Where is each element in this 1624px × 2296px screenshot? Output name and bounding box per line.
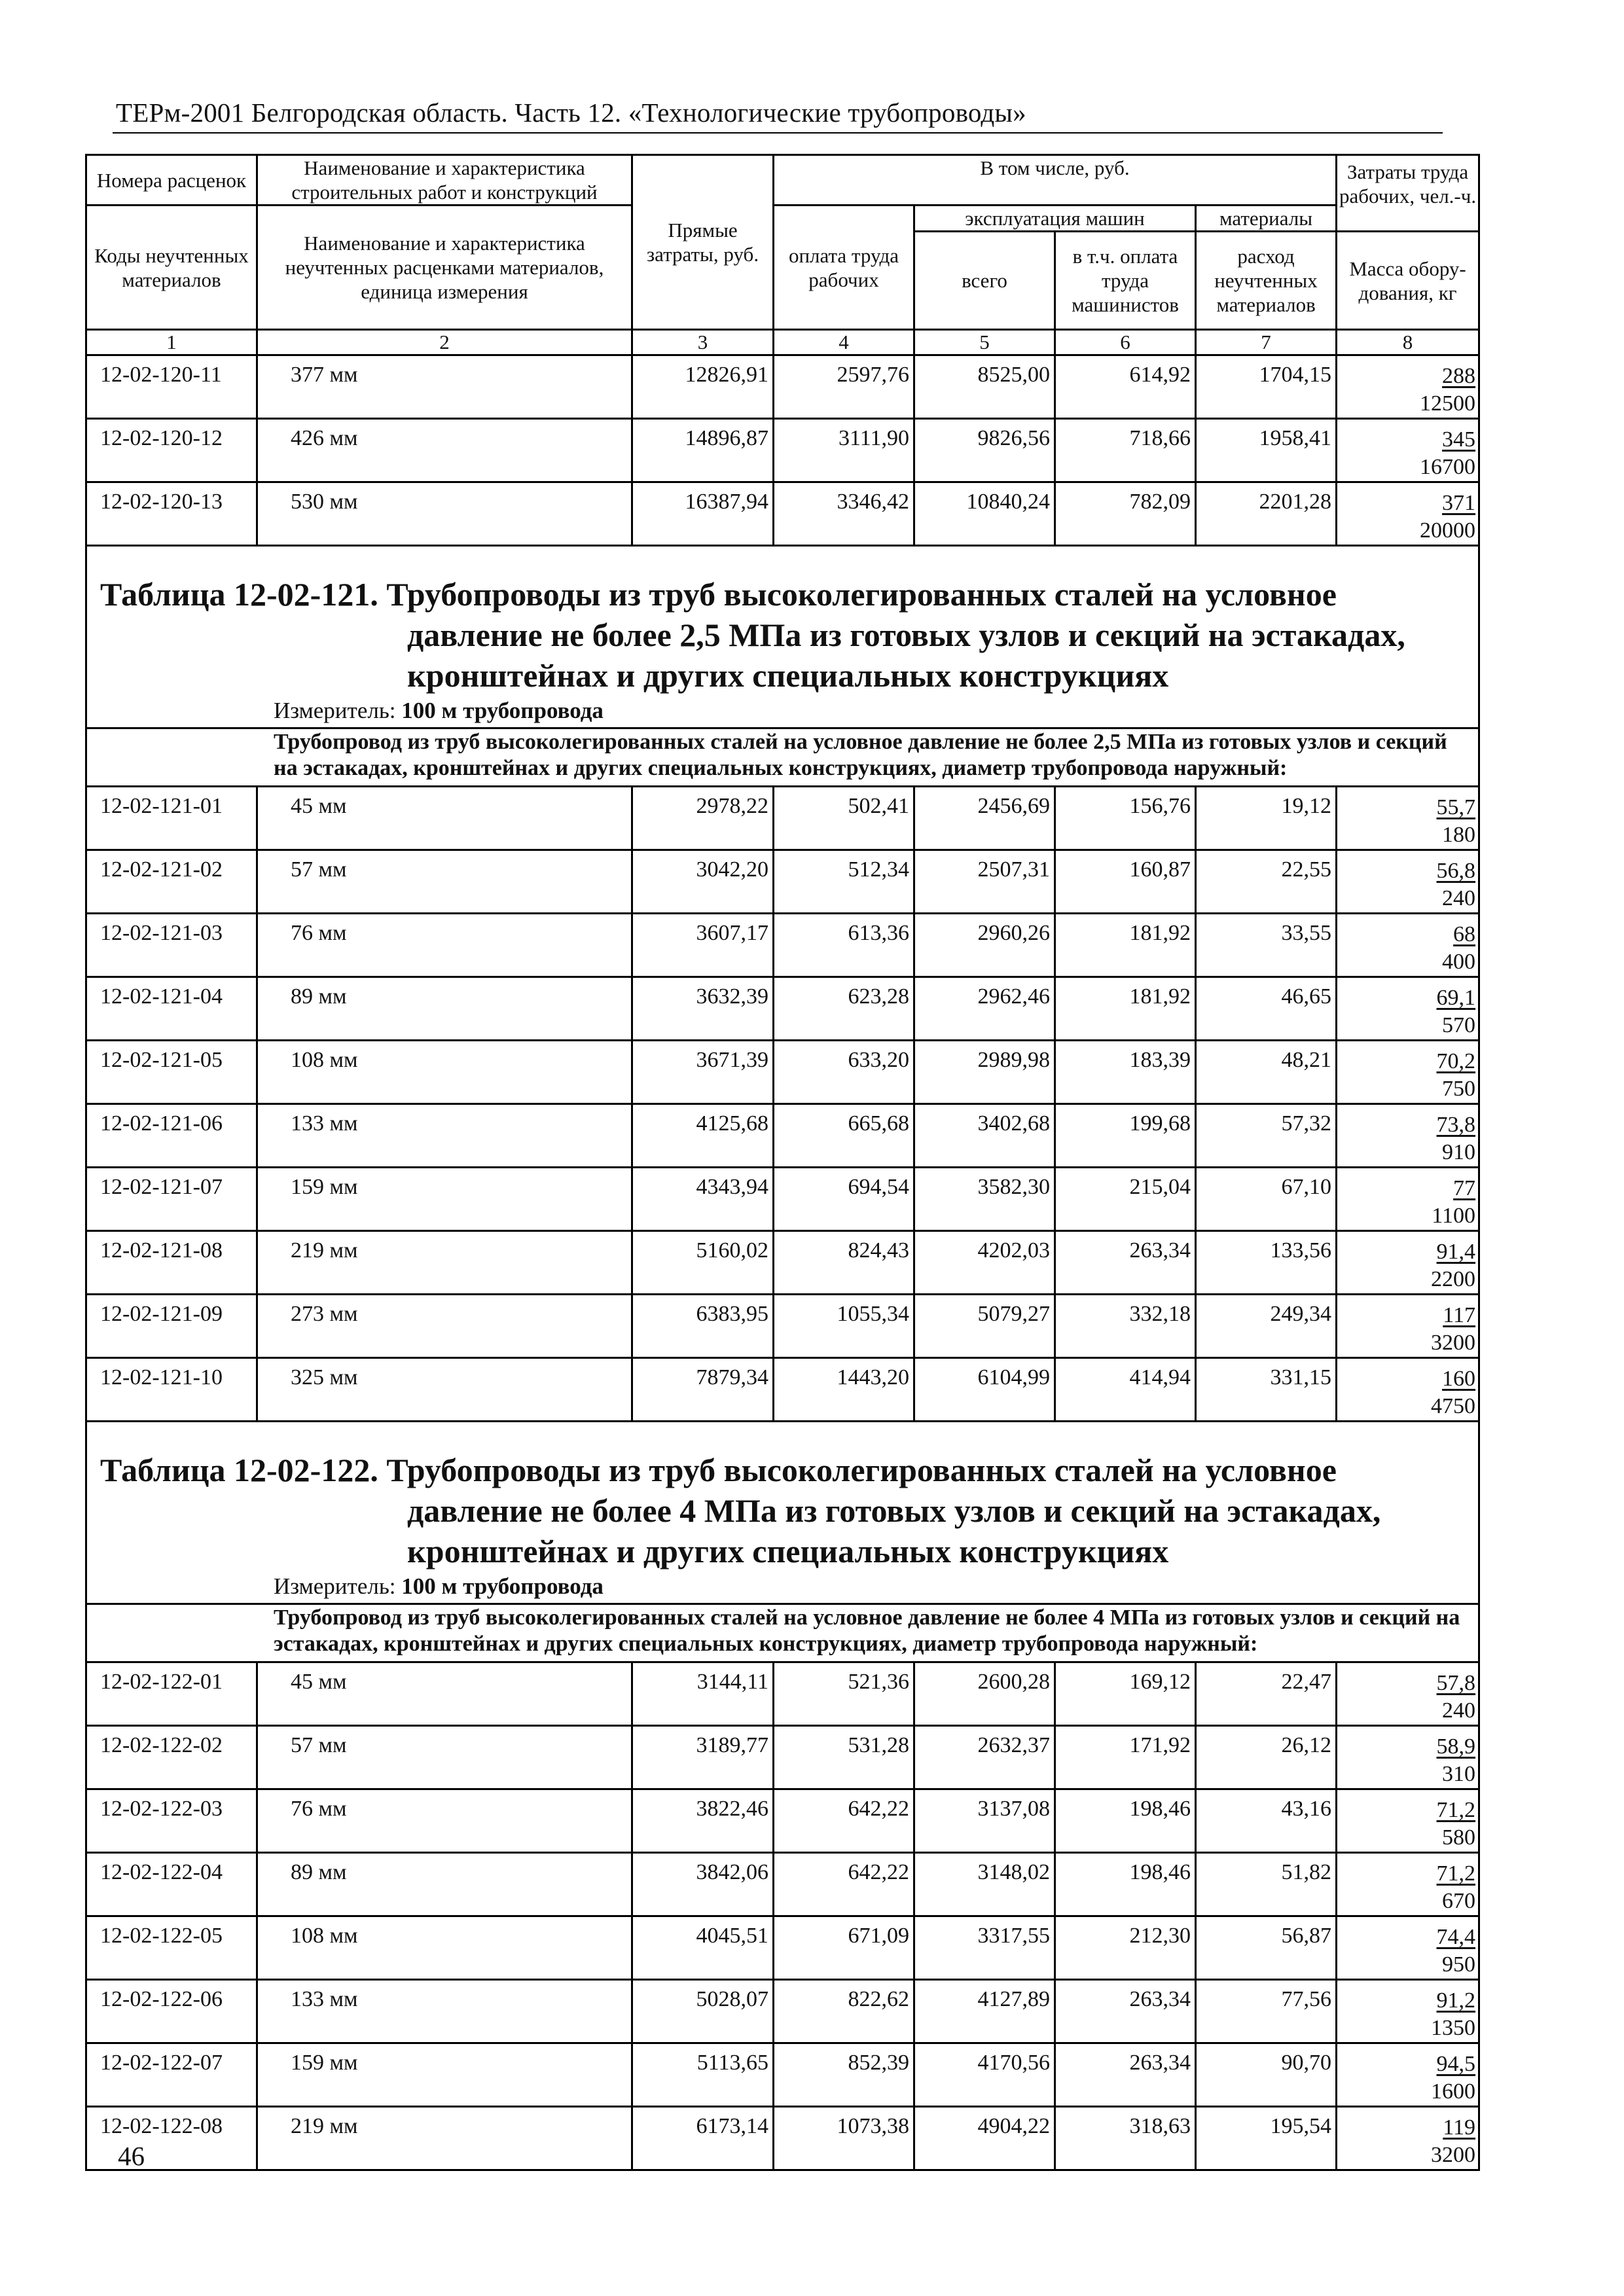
materials-cost: 46,65 [1196,977,1337,1041]
machines-total: 2989,98 [914,1041,1055,1104]
materials-cost: 1704,15 [1196,355,1337,419]
header-material-codes: Коды неучтенных материалов [86,206,257,330]
equipment-mass: 180 [1442,823,1476,847]
table-121-heading [86,546,1479,728]
operator-wages: 332,18 [1055,1295,1196,1358]
labor-and-mass [1337,1726,1479,1789]
materials-cost: 90,70 [1196,2043,1337,2107]
direct-costs: 12826,91 [632,355,774,419]
machines-total: 4904,22 [914,2107,1055,2170]
labor-and-mass [1337,1916,1479,1980]
rate-code: 12-02-121-06 [86,1104,257,1168]
materials-cost: 67,10 [1196,1168,1337,1231]
equipment-mass: 240 [1442,1698,1476,1723]
operator-wages: 183,39 [1055,1041,1196,1104]
labor-hours: 94,5 [1436,2052,1476,2076]
operator-wages: 263,34 [1055,1980,1196,2043]
equipment-mass: 12500 [1420,391,1476,416]
materials-cost: 19,12 [1196,787,1337,850]
equipment-mass: 310 [1442,1762,1476,1786]
machines-total: 3402,68 [914,1104,1055,1168]
worker-wages: 2597,76 [774,355,914,419]
operator-wages: 181,92 [1055,977,1196,1041]
rate-code: 12-02-122-08 [86,2107,257,2170]
table-122-description: Трубопровод из труб высоколегированных сталей на условное давление не более 4 МПа из готовых узлов и секций на эстакадах, кронштейнах и других специальных конструкциях, диаметр трубопровода наружный: [86,1604,1479,1662]
worker-wages: 531,28 [774,1726,914,1789]
labor-hours: 288 [1442,364,1476,388]
labor-hours: 77 [1453,1176,1476,1200]
rate-code: 12-02-122-07 [86,2043,257,2107]
table-row [86,482,1479,546]
header-work-name: Наименование и характеристика строительных работ и конструкций [257,155,632,206]
materials-cost: 77,56 [1196,1980,1337,2043]
table-122-heading [86,1422,1479,1604]
rate-name: 133 мм [257,1104,632,1168]
labor-hours: 71,2 [1436,1861,1476,1886]
rate-code: 12-02-121-03 [86,914,257,977]
labor-hours: 91,4 [1436,1240,1476,1264]
labor-hours: 91,2 [1436,1988,1476,2013]
machines-total: 2456,69 [914,787,1055,850]
materials-cost: 57,32 [1196,1104,1337,1168]
direct-costs: 6173,14 [632,2107,774,2170]
labor-hours: 160 [1442,1367,1476,1391]
rate-code: 12-02-121-08 [86,1231,257,1295]
direct-costs: 5028,07 [632,1980,774,2043]
rate-code: 12-02-122-02 [86,1726,257,1789]
rows-table-122 [86,1662,1479,2170]
materials-cost: 133,56 [1196,1231,1337,1295]
worker-wages: 642,22 [774,1789,914,1853]
table-row [86,1358,1479,1422]
operator-wages: 181,92 [1055,914,1196,977]
equipment-mass: 1350 [1431,2016,1476,2040]
table-121-description: Трубопровод из труб высоколегированных сталей на условное давление не более 2,5 МПа из готовых узлов и секций на эстакадах, кронштейнах и других специальных конструкциях, диаметр трубопровода наружный: [86,728,1479,787]
materials-cost: 331,15 [1196,1358,1337,1422]
table-row [86,1295,1479,1358]
table-row [86,355,1479,419]
rate-code: 12-02-120-11 [86,355,257,419]
rate-name: 89 мм [257,1853,632,1916]
header-labor-costs: Затраты труда рабочих, чел.-ч. [1337,155,1479,232]
table-row [86,1916,1479,1980]
rate-name: 89 мм [257,977,632,1041]
rates-table [85,154,1480,2171]
header-unaccounted-consumption: расход неучтенных материалов [1196,232,1337,330]
operator-wages: 160,87 [1055,850,1196,914]
rate-code: 12-02-122-05 [86,1916,257,1980]
worker-wages: 3346,42 [774,482,914,546]
operator-wages: 318,63 [1055,2107,1196,2170]
labor-hours: 57,8 [1436,1671,1476,1695]
operator-wages: 263,34 [1055,2043,1196,2107]
direct-costs: 3632,39 [632,977,774,1041]
operator-wages: 169,12 [1055,1662,1196,1726]
rate-code: 12-02-120-12 [86,419,257,482]
equipment-mass: 1100 [1432,1204,1476,1228]
rate-code: 12-02-122-03 [86,1789,257,1853]
table-row [86,787,1479,850]
materials-cost: 22,47 [1196,1662,1337,1726]
equipment-mass: 950 [1442,1952,1476,1977]
machines-total: 2507,31 [914,850,1055,914]
direct-costs: 4045,51 [632,1916,774,1980]
worker-wages: 633,20 [774,1041,914,1104]
worker-wages: 521,36 [774,1662,914,1726]
table-row [86,2107,1479,2170]
labor-and-mass [1337,1980,1479,2043]
rows-table-120 [86,355,1479,546]
materials-cost: 56,87 [1196,1916,1337,1980]
running-head: ТЕРм-2001 Белгородская область. Часть 12. «Технологические трубопроводы» [116,98,1026,128]
table-row [86,914,1479,977]
labor-and-mass [1337,1853,1479,1916]
worker-wages: 502,41 [774,787,914,850]
worker-wages: 642,22 [774,1853,914,1916]
rate-name: 133 мм [257,1980,632,2043]
column-number: 2 [257,330,632,355]
table-121-meter: Измеритель: 100 м трубопровода [274,698,604,723]
header-including-group: В том числе, руб. [774,155,1337,206]
materials-cost: 22,55 [1196,850,1337,914]
header-equipment-mass: Масса обору-дования, кг [1337,232,1479,330]
direct-costs: 16387,94 [632,482,774,546]
rate-code: 12-02-121-10 [86,1358,257,1422]
header-operator-wages: в т.ч. оплата труда машинистов [1055,232,1196,330]
operator-wages: 171,92 [1055,1726,1196,1789]
materials-cost: 2201,28 [1196,482,1337,546]
materials-cost: 48,21 [1196,1041,1337,1104]
direct-costs: 3842,06 [632,1853,774,1916]
materials-cost: 33,55 [1196,914,1337,977]
labor-and-mass [1337,1231,1479,1295]
labor-hours: 70,2 [1436,1049,1476,1073]
worker-wages: 512,34 [774,850,914,914]
labor-hours: 73,8 [1436,1113,1476,1137]
worker-wages: 623,28 [774,977,914,1041]
column-number: 6 [1055,330,1196,355]
equipment-mass: 2200 [1431,1267,1476,1291]
column-number: 5 [914,330,1055,355]
materials-cost: 43,16 [1196,1789,1337,1853]
direct-costs: 4125,68 [632,1104,774,1168]
labor-hours: 371 [1442,491,1476,515]
header-materials-group: материалы [1196,206,1337,232]
rate-name: 108 мм [257,1916,632,1980]
header-rate-numbers: Номера расценок [86,155,257,206]
rate-code: 12-02-121-04 [86,977,257,1041]
labor-hours: 58,9 [1436,1734,1476,1759]
rate-code: 12-02-120-13 [86,482,257,546]
table-row [86,1853,1479,1916]
equipment-mass: 16700 [1420,455,1476,479]
worker-wages: 613,36 [774,914,914,977]
rate-name: 159 мм [257,2043,632,2107]
rate-name: 57 мм [257,850,632,914]
direct-costs: 3144,11 [632,1662,774,1726]
operator-wages: 782,09 [1055,482,1196,546]
table-row [86,419,1479,482]
equipment-mass: 400 [1442,950,1476,974]
column-number: 3 [632,330,774,355]
labor-hours: 117 [1443,1303,1476,1327]
rate-name: 530 мм [257,482,632,546]
header-worker-wages: оплата труда рабочих [774,206,914,330]
rates-table-frame [85,154,1478,2171]
labor-hours: 68 [1453,922,1476,946]
rate-code: 12-02-121-01 [86,787,257,850]
table-122-title: Таблица 12-02-122. Трубопроводы из труб высоколегированных сталей на условное давление не более 4 МПа из готовых узлов и секций на эстакадах, кронштейнах и других специальных конструкциях [100,1452,1381,1570]
equipment-mass: 3200 [1431,2143,1476,2167]
materials-cost: 26,12 [1196,1726,1337,1789]
direct-costs: 2978,22 [632,787,774,850]
materials-cost: 51,82 [1196,1853,1337,1916]
rate-name: 273 мм [257,1295,632,1358]
direct-costs: 7879,34 [632,1358,774,1422]
equipment-mass: 580 [1442,1825,1476,1850]
direct-costs: 3822,46 [632,1789,774,1853]
labor-and-mass [1337,850,1479,914]
machines-total: 5079,27 [914,1295,1055,1358]
machines-total: 4127,89 [914,1980,1055,2043]
machines-total: 8525,00 [914,355,1055,419]
rate-name: 76 мм [257,914,632,977]
labor-hours: 69,1 [1436,986,1476,1010]
machines-total: 4202,03 [914,1231,1055,1295]
worker-wages: 1055,34 [774,1295,914,1358]
table-row [86,850,1479,914]
operator-wages: 198,46 [1055,1853,1196,1916]
page-number: 46 [118,2141,145,2171]
table-row [86,1231,1479,1295]
machines-total: 2600,28 [914,1662,1055,1726]
column-number: 1 [86,330,257,355]
table-row [86,2043,1479,2107]
machines-total: 6104,99 [914,1358,1055,1422]
labor-and-mass [1337,1041,1479,1104]
labor-hours: 119 [1443,2115,1476,2140]
operator-wages: 212,30 [1055,1916,1196,1980]
header-machines-group: эксплуатация машин [914,206,1196,232]
header-machines-total: всего [914,232,1055,330]
machines-total: 2960,26 [914,914,1055,977]
operator-wages: 614,92 [1055,355,1196,419]
labor-and-mass [1337,1662,1479,1726]
table-row [86,1662,1479,1726]
column-number: 7 [1196,330,1337,355]
worker-wages: 671,09 [774,1916,914,1980]
worker-wages: 824,43 [774,1231,914,1295]
direct-costs: 3189,77 [632,1726,774,1789]
header-direct-costs: Прямые затраты, руб. [632,155,774,330]
worker-wages: 852,39 [774,2043,914,2107]
column-number: 4 [774,330,914,355]
header-unaccounted-materials: Наименование и характеристика неучтенных расценками материалов, единица измерения [257,206,632,330]
equipment-mass: 910 [1442,1140,1476,1164]
rate-name: 219 мм [257,1231,632,1295]
table-row [86,1168,1479,1231]
machines-total: 3582,30 [914,1168,1055,1231]
labor-and-mass [1337,1168,1479,1231]
rate-name: 219 мм [257,2107,632,2170]
equipment-mass: 240 [1442,886,1476,910]
operator-wages: 156,76 [1055,787,1196,850]
operator-wages: 718,66 [1055,419,1196,482]
column-number: 8 [1337,330,1479,355]
worker-wages: 694,54 [774,1168,914,1231]
direct-costs: 3042,20 [632,850,774,914]
operator-wages: 199,68 [1055,1104,1196,1168]
equipment-mass: 570 [1442,1013,1476,1037]
labor-and-mass [1337,1295,1479,1358]
rate-code: 12-02-121-09 [86,1295,257,1358]
machines-total: 9826,56 [914,419,1055,482]
operator-wages: 263,34 [1055,1231,1196,1295]
labor-and-mass [1337,2107,1479,2170]
direct-costs: 6383,95 [632,1295,774,1358]
labor-and-mass [1337,2043,1479,2107]
labor-hours: 74,4 [1436,1925,1476,1949]
rate-name: 377 мм [257,355,632,419]
table-row [86,1726,1479,1789]
rate-name: 45 мм [257,787,632,850]
labor-and-mass [1337,1104,1479,1168]
rate-name: 108 мм [257,1041,632,1104]
direct-costs: 14896,87 [632,419,774,482]
equipment-mass: 1600 [1431,2079,1476,2104]
worker-wages: 665,68 [774,1104,914,1168]
machines-total: 2962,46 [914,977,1055,1041]
rate-code: 12-02-121-02 [86,850,257,914]
labor-hours: 55,7 [1436,795,1476,819]
equipment-mass: 20000 [1420,518,1476,543]
direct-costs: 5160,02 [632,1231,774,1295]
labor-and-mass [1337,1789,1479,1853]
worker-wages: 822,62 [774,1980,914,2043]
table-row [86,1041,1479,1104]
machines-total: 10840,24 [914,482,1055,546]
rate-name: 45 мм [257,1662,632,1726]
rate-code: 12-02-121-05 [86,1041,257,1104]
worker-wages: 3111,90 [774,419,914,482]
labor-and-mass [1337,977,1479,1041]
rate-code: 12-02-122-06 [86,1980,257,2043]
machines-total: 3317,55 [914,1916,1055,1980]
rate-name: 426 мм [257,419,632,482]
rate-name: 57 мм [257,1726,632,1789]
operator-wages: 215,04 [1055,1168,1196,1231]
direct-costs: 3671,39 [632,1041,774,1104]
table-row [86,1789,1479,1853]
equipment-mass: 4750 [1431,1394,1476,1418]
operator-wages: 198,46 [1055,1789,1196,1853]
equipment-mass: 670 [1442,1889,1476,1913]
labor-and-mass [1337,419,1479,482]
direct-costs: 5113,65 [632,2043,774,2107]
header-rule [113,132,1443,134]
rate-code: 12-02-122-01 [86,1662,257,1726]
labor-and-mass [1337,1358,1479,1422]
labor-hours: 345 [1442,427,1476,452]
rate-name: 159 мм [257,1168,632,1231]
materials-cost: 1958,41 [1196,419,1337,482]
machines-total: 3137,08 [914,1789,1055,1853]
rate-name: 76 мм [257,1789,632,1853]
labor-and-mass [1337,482,1479,546]
equipment-mass: 750 [1442,1077,1476,1101]
machines-total: 4170,56 [914,2043,1055,2107]
table-row [86,1980,1479,2043]
table-row [86,977,1479,1041]
labor-hours: 71,2 [1436,1798,1476,1822]
labor-and-mass [1337,914,1479,977]
rate-name: 325 мм [257,1358,632,1422]
rows-table-121 [86,787,1479,1422]
table-row [86,1104,1479,1168]
direct-costs: 4343,94 [632,1168,774,1231]
materials-cost: 249,34 [1196,1295,1337,1358]
machines-total: 3148,02 [914,1853,1055,1916]
equipment-mass: 3200 [1431,1331,1476,1355]
machines-total: 2632,37 [914,1726,1055,1789]
operator-wages: 414,94 [1055,1358,1196,1422]
labor-hours: 56,8 [1436,859,1476,883]
worker-wages: 1073,38 [774,2107,914,2170]
table-122-meter: Измеритель: 100 м трубопровода [274,1573,604,1599]
materials-cost: 195,54 [1196,2107,1337,2170]
direct-costs: 3607,17 [632,914,774,977]
labor-and-mass [1337,787,1479,850]
labor-and-mass [1337,355,1479,419]
rate-code: 12-02-122-04 [86,1853,257,1916]
rate-code: 12-02-121-07 [86,1168,257,1231]
table-121-title: Таблица 12-02-121. Трубопроводы из труб высоколегированных сталей на условное давление не более 2,5 МПа из готовых узлов и секций на эстакадах, кронштейнах и других специальных конструкциях [100,576,1405,694]
worker-wages: 1443,20 [774,1358,914,1422]
